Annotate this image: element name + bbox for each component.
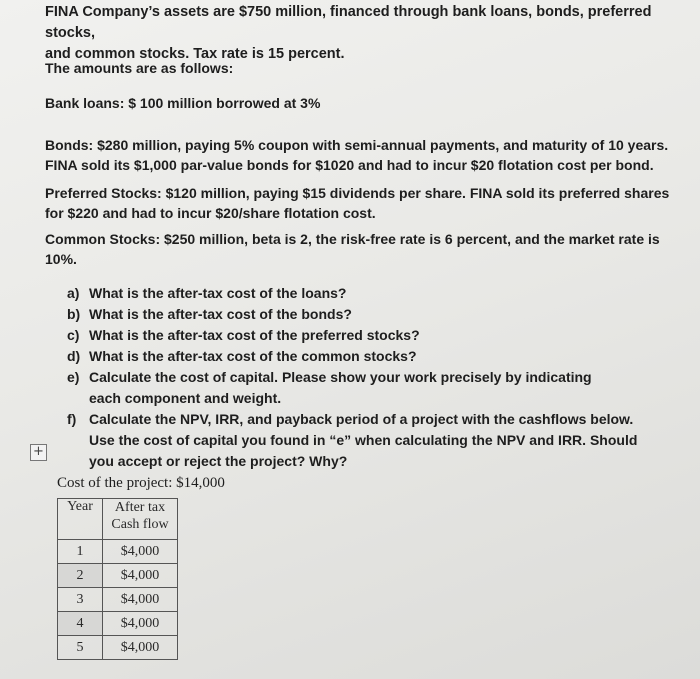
year-cell: 2 (58, 564, 103, 588)
table-header-row (58, 499, 178, 540)
bank-loans-label: Bank loans: (45, 95, 125, 111)
cashflow-cell: $4,000 (103, 540, 178, 564)
table-row (58, 636, 178, 660)
bonds-text-2: FINA sold its $1,000 par-value bonds for $1020 and had to incur $20 flotation cost per bond. (45, 157, 654, 173)
question-item: a) What is the after-tax cost of the loans? (67, 285, 347, 301)
header-cashflow (103, 499, 178, 540)
common-label: Common Stocks: (45, 231, 161, 247)
question-item: c) What is the after-tax cost of the preferred stocks? (67, 327, 420, 343)
year-cell: 4 (58, 612, 103, 636)
common-paragraph (45, 229, 675, 269)
question-list (67, 283, 667, 472)
table-row (58, 612, 178, 636)
amounts-heading: The amounts are as follows: (45, 60, 234, 76)
preferred-text-2: for $220 and had to incur $20/share flotation cost. (45, 205, 376, 221)
header-year: Year (58, 499, 103, 540)
cashflow-cell: $4,000 (103, 636, 178, 660)
bank-loans-text: $ 100 million borrowed at 3% (124, 95, 321, 111)
table-row (58, 564, 178, 588)
intro-line-1: FINA Company’s assets are $750 million, financed through bank loans, bonds, preferred stocks, (45, 4, 652, 41)
bonds-text-1: $280 million, paying 5% coupon with semi-annual payments, and maturity of 10 years. (93, 137, 669, 153)
bonds-label: Bonds: (45, 137, 94, 153)
common-text-2: 10%. (45, 251, 77, 267)
header-cashflow-line-1: After tax (114, 500, 166, 515)
expand-plus-icon[interactable]: + (30, 444, 47, 461)
bonds-paragraph (45, 135, 675, 175)
year-cell: 3 (58, 588, 103, 612)
preferred-label: Preferred Stocks: (45, 185, 162, 201)
question-item: d) What is the after-tax cost of the common stocks? (67, 348, 417, 364)
bank-loans-paragraph (45, 93, 675, 113)
cashflow-cell: $4,000 (103, 612, 178, 636)
cashflow-cell: $4,000 (103, 588, 178, 612)
header-cashflow-line-2: Cash flow (111, 517, 169, 532)
year-cell: 5 (58, 636, 103, 660)
intro-line-2: and common stocks. Tax rate is 15 percent. (45, 46, 345, 62)
preferred-text-1: $120 million, paying $15 dividends per share. FINA sold its preferred shares (161, 185, 670, 201)
cashflow-table (57, 498, 178, 660)
table-row (58, 540, 178, 564)
common-text-1: $250 million, beta is 2, the risk-free rate is 6 percent, and the market rate is (160, 231, 660, 247)
question-item: e) Calculate the cost of capital. Please show your work precisely by indicating each component and weight. (67, 369, 592, 406)
question-item: b) What is the after-tax cost of the bonds? (67, 306, 352, 322)
preferred-paragraph (45, 183, 675, 223)
intro-paragraph (45, 2, 685, 65)
cashflow-cell: $4,000 (103, 564, 178, 588)
question-item: f) Calculate the NPV, IRR, and payback period of a project with the cashflows below. Use the cost of capital you found in “e” when calculating the NPV and IRR. Should you accept or reject the project? Why? (67, 411, 638, 469)
year-cell: 1 (58, 540, 103, 564)
project-cost: Cost of the project: $14,000 (57, 475, 225, 491)
table-row (58, 588, 178, 612)
